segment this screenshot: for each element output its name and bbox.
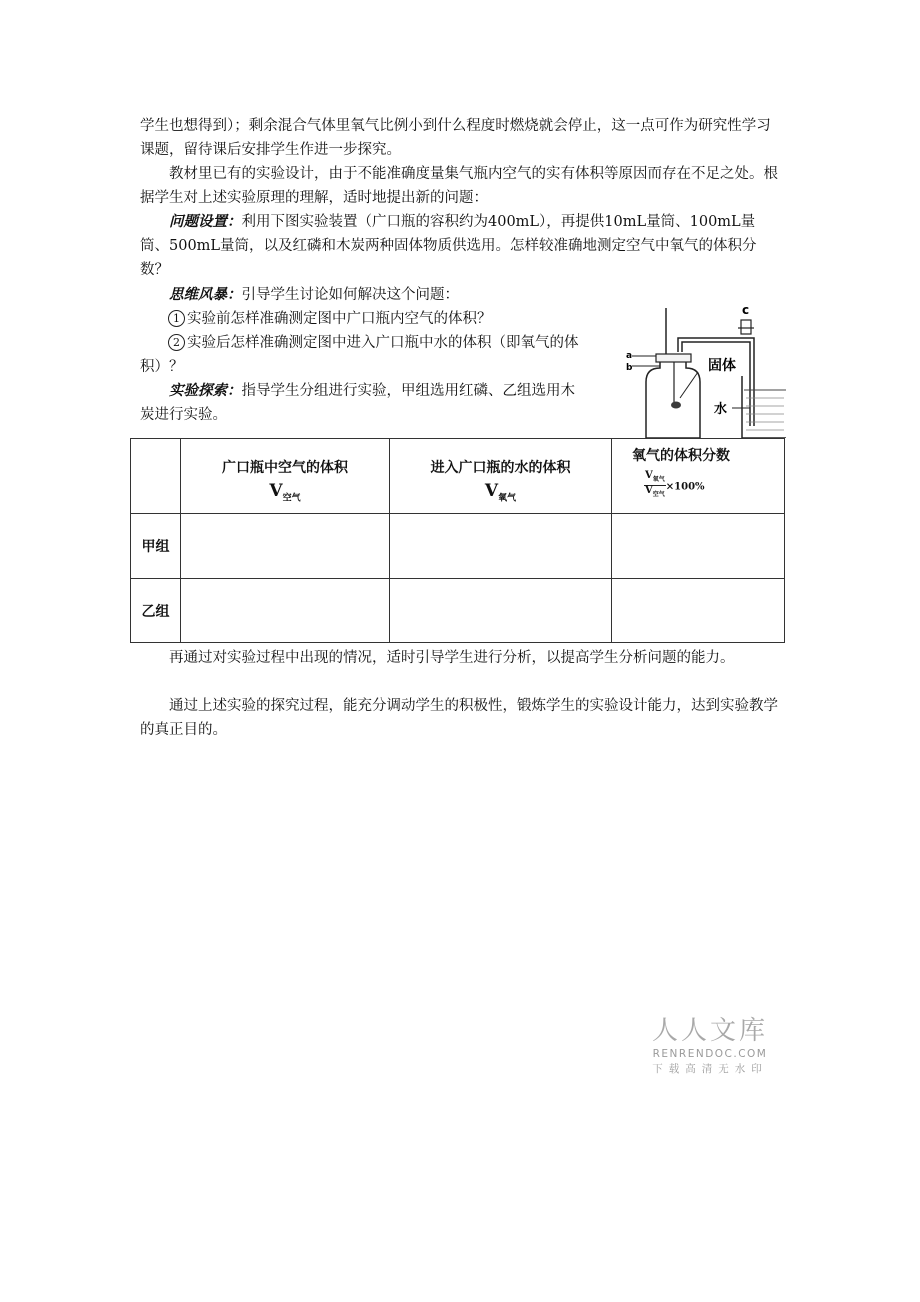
paragraph-intro: 学生也想得到）；剩余混合气体里氧气比例小到什么程度时燃烧就会停止，这一点可作为研究性学习课题，留待课后安排学生作进一步探究。 — [140, 118, 771, 158]
table-row — [131, 579, 785, 643]
question-1 — [140, 307, 610, 331]
paragraph-design-issue: 教材里已有的实验设计，由于不能准确度量集气瓶内空气的实有体积等原因而存在不足之处。根据学生对上述实验原理的理解，适时地提出新的问题： — [140, 166, 778, 206]
watermark-tagline: 下载高清无水印 — [652, 1063, 768, 1075]
results-table — [130, 438, 785, 643]
header-air-volume — [181, 439, 390, 514]
apparatus-figure — [616, 298, 786, 438]
table-row — [131, 514, 785, 579]
label-b: b — [626, 363, 633, 373]
watermark-url: RENRENDOC.COM — [652, 1048, 768, 1060]
wide-mouth-bottle — [646, 362, 700, 438]
watermark — [640, 1016, 780, 1076]
symbol-v-oxygen: $V_{氧气}$ — [484, 481, 517, 504]
times-100-percent: ×100% — [665, 481, 705, 493]
cell-b-air-volume — [181, 579, 390, 643]
symbol-v-air: $V_{空气}$ — [269, 481, 301, 504]
question-2-number: 2 — [168, 334, 185, 351]
label-water: 水 — [714, 402, 728, 417]
water-lines — [746, 398, 784, 430]
question-2-text: 实验后怎样准确测定图中进入广口瓶中水的体积（即氧气的体积）？ — [140, 335, 579, 375]
question-setup-text: 利用下图实验装置（广口瓶的容积约为400mL），再提供10mL量筒、100mL量筒、500mL量筒，以及红磷和木炭两种固体物质供选用。怎样较准确地测定空气中氧气的体积分数？ — [140, 214, 757, 278]
brainstorm-text: 引导学生讨论如何解决这个问题： — [241, 287, 459, 303]
stopper — [656, 354, 691, 362]
question-2 — [140, 331, 610, 379]
label-c: c — [742, 303, 750, 317]
paragraph-analysis: 再通过对实验过程中出现的情况，适时引导学生进行分析，以提高学生分析问题的能力。 — [169, 650, 735, 666]
question-1-number: 1 — [168, 310, 185, 327]
table-header-row — [131, 439, 785, 514]
paragraph-exploration — [140, 379, 585, 427]
paragraph-brainstorm — [140, 283, 610, 307]
exploration-label: 实验探索： — [169, 382, 242, 399]
fraction-formula — [644, 471, 784, 500]
paragraph-question-setup — [140, 210, 780, 282]
cell-b-water-volume — [390, 579, 612, 643]
question-setup-label: 问题设置： — [169, 213, 242, 230]
cell-a-oxygen-fraction — [612, 514, 785, 579]
cell-b-oxygen-fraction — [612, 579, 785, 643]
header-oxygen-fraction — [612, 439, 785, 514]
cell-a-air-volume — [181, 514, 390, 579]
label-solid: 固体 — [708, 358, 736, 374]
question-1-text: 实验前怎样准确测定图中广口瓶内空气的体积？ — [187, 311, 492, 327]
fraction: $\frac{V_{氧气}}{V_{空气}}$ — [645, 470, 665, 498]
clamp — [741, 320, 751, 334]
exploration-text: 指导学生分组进行实验，甲组选用红磷、乙组选用木炭进行实验。 — [140, 383, 575, 423]
watermark-brand: 人人文库 — [651, 1016, 768, 1046]
solid-sample — [671, 402, 681, 409]
header-water-volume-title: 进入广口瓶的水的体积 — [430, 460, 571, 476]
header-empty-cell — [131, 439, 181, 514]
row-label-group-b: 乙组 — [131, 579, 181, 643]
label-a: a — [626, 351, 633, 361]
paragraph-conclusion: 通过上述实验的探究过程，能充分调动学生的积极性，锻炼学生的实验设计能力，达到实验教学的真正目的。 — [140, 698, 778, 738]
header-oxygen-fraction-title: 氧气的体积分数 — [632, 448, 730, 464]
header-air-volume-title: 广口瓶中空气的体积 — [222, 460, 348, 476]
beaker — [742, 376, 786, 438]
brainstorm-label: 思维风暴： — [169, 286, 242, 303]
row-label-group-a: 甲组 — [131, 514, 181, 579]
cell-a-water-volume — [390, 514, 612, 579]
header-water-volume — [390, 439, 612, 514]
